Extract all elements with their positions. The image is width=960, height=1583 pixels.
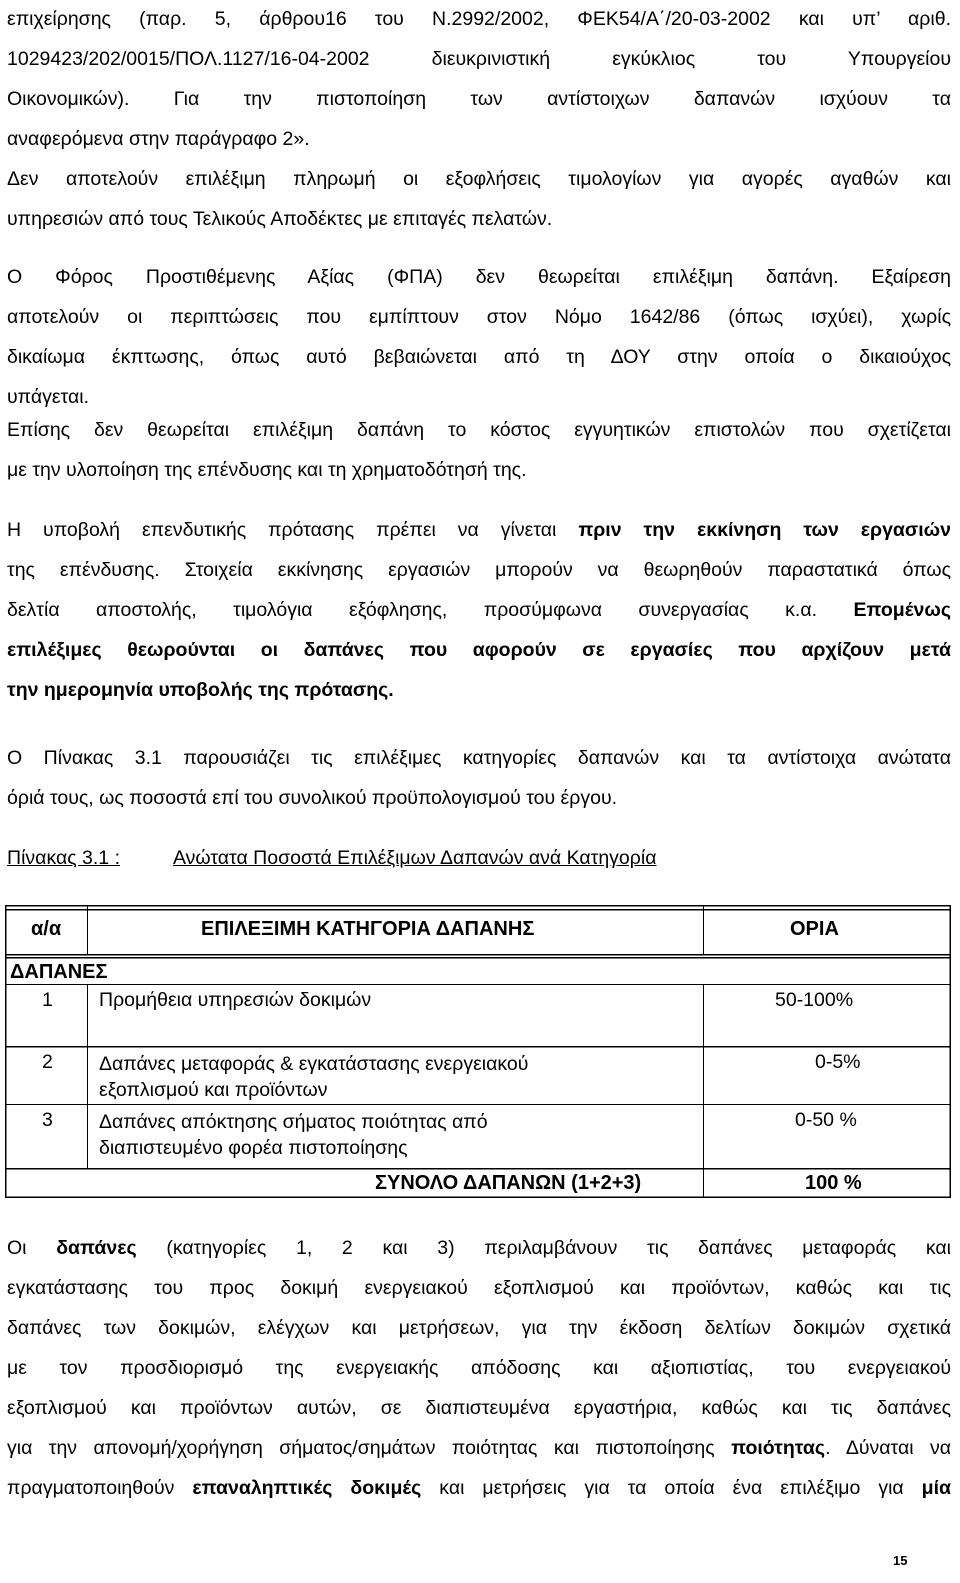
row-1-limit: 50-100% <box>775 989 854 1011</box>
paragraph-vat <box>7 257 951 417</box>
text-line: δαπάνες των δοκιμών, ελέγχων και μετρήσεων, για την έκδοση δελτίων δοκιμών σχετικά <box>7 1317 951 1339</box>
row-3-category-line: Δαπάνες απόκτησης σήματος ποιότητας από <box>99 1111 488 1133</box>
expense-table <box>5 905 951 1198</box>
text-line: Επίσης δεν θεωρείται επιλέξιμη δαπάνη το κόστος εγγυητικών επιστολών που σχετίζεται <box>7 419 951 441</box>
text-line: δελτία αποστολής, τιμολόγια εξόφλησης, προσύμφωνα συνεργασίας κ.α. Επομένως <box>7 599 951 621</box>
text-line: υπηρεσιών από τους Τελικούς Αποδέκτες με επιταγές πελατών. <box>7 208 553 230</box>
paragraph-cheques <box>7 159 951 239</box>
table-caption <box>7 842 657 874</box>
row-2-category <box>99 1051 528 1103</box>
text-line: με τον προσδιορισμό της ενεργειακής απόδοσης και αξιοπιστίας, του ενεργειακού <box>7 1357 951 1379</box>
text-line: την ημερομηνία υποβολής της πρότασης. <box>7 679 394 701</box>
row-1-num: 1 <box>42 989 53 1011</box>
row-2-num: 2 <box>42 1051 53 1073</box>
paragraph-continuation <box>7 0 951 159</box>
paragraph-guarantees <box>7 410 951 490</box>
row-1-category: Προμήθεια υπηρεσιών δοκιμών <box>99 989 372 1011</box>
row-2-limit: 0-5% <box>815 1051 861 1073</box>
text-line: Η υποβολή επενδυτικής πρότασης πρέπει να γίνεται πριν την εκκίνηση των εργασιών <box>7 519 951 541</box>
text-line: αναφερόμενα στην παράγραφο 2». <box>7 128 310 150</box>
text-line: Ο Φόρος Προστιθέμενης Αξίας (ΦΠΑ) δεν θεωρείται επιλέξιμη δαπάνη. Εξαίρεση <box>7 266 951 288</box>
text-line: Ο Πίνακας 3.1 παρουσιάζει τις επιλέξιμες κατηγορίες δαπανών και τα αντίστοιχα ανώτατα <box>7 747 951 769</box>
row-2-category-line: Δαπάνες μεταφοράς & εγκατάστασης ενεργειακού <box>99 1053 529 1075</box>
page-number: 15 <box>893 1553 908 1568</box>
text-line: για την απονομή/χορήγηση σήματος/σημάτων ποιότητας και πιστοποίησης ποιότητας. Δύναται να <box>7 1437 951 1459</box>
paragraph-submission <box>7 510 951 710</box>
text-line: πραγματοποιηθούν επαναληπτικές δοκιμές και μετρήσεις για τα οποία ένα επιλέξιμο για μία <box>7 1477 952 1499</box>
paragraph-table-intro <box>7 738 951 818</box>
row-2-category-line: εξοπλισμού και προϊόντων <box>99 1079 328 1101</box>
text-line: Δεν αποτελούν επιλέξιμη πληρωμή οι εξοφλήσεις τιμολογίων για αγορές αγαθών και <box>7 168 951 190</box>
text-line: εγκατάστασης του προς δοκιμή ενεργειακού εξοπλισμού και προϊόντων, καθώς και τις <box>7 1277 951 1299</box>
row-3-category-line: διαπιστευμένο φορέα πιστοποίησης <box>99 1137 408 1159</box>
text-line: δικαίωμα έκπτωσης, όπως αυτό βεβαιώνεται από τη ΔΟΥ στην οποία ο δικαιούχος <box>7 346 951 368</box>
paragraph-expenses <box>7 1228 951 1508</box>
header-num: α/α <box>31 918 62 940</box>
text-line: της επένδυσης. Στοιχεία εκκίνησης εργασιών μπορούν να θεωρηθούν παραστατικά όπως <box>7 559 951 581</box>
text-line: Οι δαπάνες (κατηγορίες 1, 2 και 3) περιλαμβάνουν τις δαπάνες μεταφοράς και <box>7 1237 951 1259</box>
header-category: ΕΠΙΛΕΞΙΜΗ ΚΑΤΗΓΟΡΙΑ ΔΑΠΑΝΗΣ <box>201 918 535 940</box>
text-line: εξοπλισμού και προϊόντων αυτών, σε διαπιστευμένα εργαστήρια, καθώς και τις δαπάνες <box>7 1397 951 1419</box>
text-line: υπάγεται. <box>7 386 90 408</box>
table-caption-title: Ανώτατα Ποσοστά Επιλέξιμων Δαπανών ανά Κατηγορία <box>173 847 657 869</box>
text-line: 1029423/202/0015/ΠΟΛ.1127/16-04-2002 διευκρινιστική εγκύκλιος του Υπουργείου <box>7 48 951 70</box>
row-3-category <box>99 1109 488 1161</box>
text-line: επιχείρησης (παρ. 5, άρθρου16 του Ν.2992/2002, ΦΕΚ54/Α΄/20-03-2002 και υπ’ αριθ. <box>7 8 951 30</box>
text-line: όριά τους, ως ποσοστά επί του συνολικού προϋπολογισμού του έργου. <box>7 787 618 809</box>
text-line: Οικονομικών). Για την πιστοποίηση των αντίστοιχων δαπανών ισχύουν τα <box>7 88 951 110</box>
total-value: 100 % <box>805 1172 862 1194</box>
row-3-limit: 0-50 % <box>795 1109 857 1131</box>
text-line: επιλέξιμες θεωρούνται οι δαπάνες που αφορούν σε εργασίες που αρχίζουν μετά <box>7 639 951 661</box>
row-3-num: 3 <box>42 1109 53 1131</box>
total-label: ΣΥΝΟΛΟ ΔΑΠΑΝΩΝ (1+2+3) <box>375 1172 642 1194</box>
section-label: ΔΑΠΑΝΕΣ <box>10 961 108 983</box>
text-line: αποτελούν οι περιπτώσεις που εμπίπτουν στον Νόμο 1642/86 (όπως ισχύει), χωρίς <box>7 306 951 328</box>
table-caption-label: Πίνακας 3.1 : <box>7 847 120 869</box>
text-line: με την υλοποίηση της επένδυσης και τη χρηματοδότησή της. <box>7 459 527 481</box>
header-limit: ΟΡΙΑ <box>790 918 839 940</box>
